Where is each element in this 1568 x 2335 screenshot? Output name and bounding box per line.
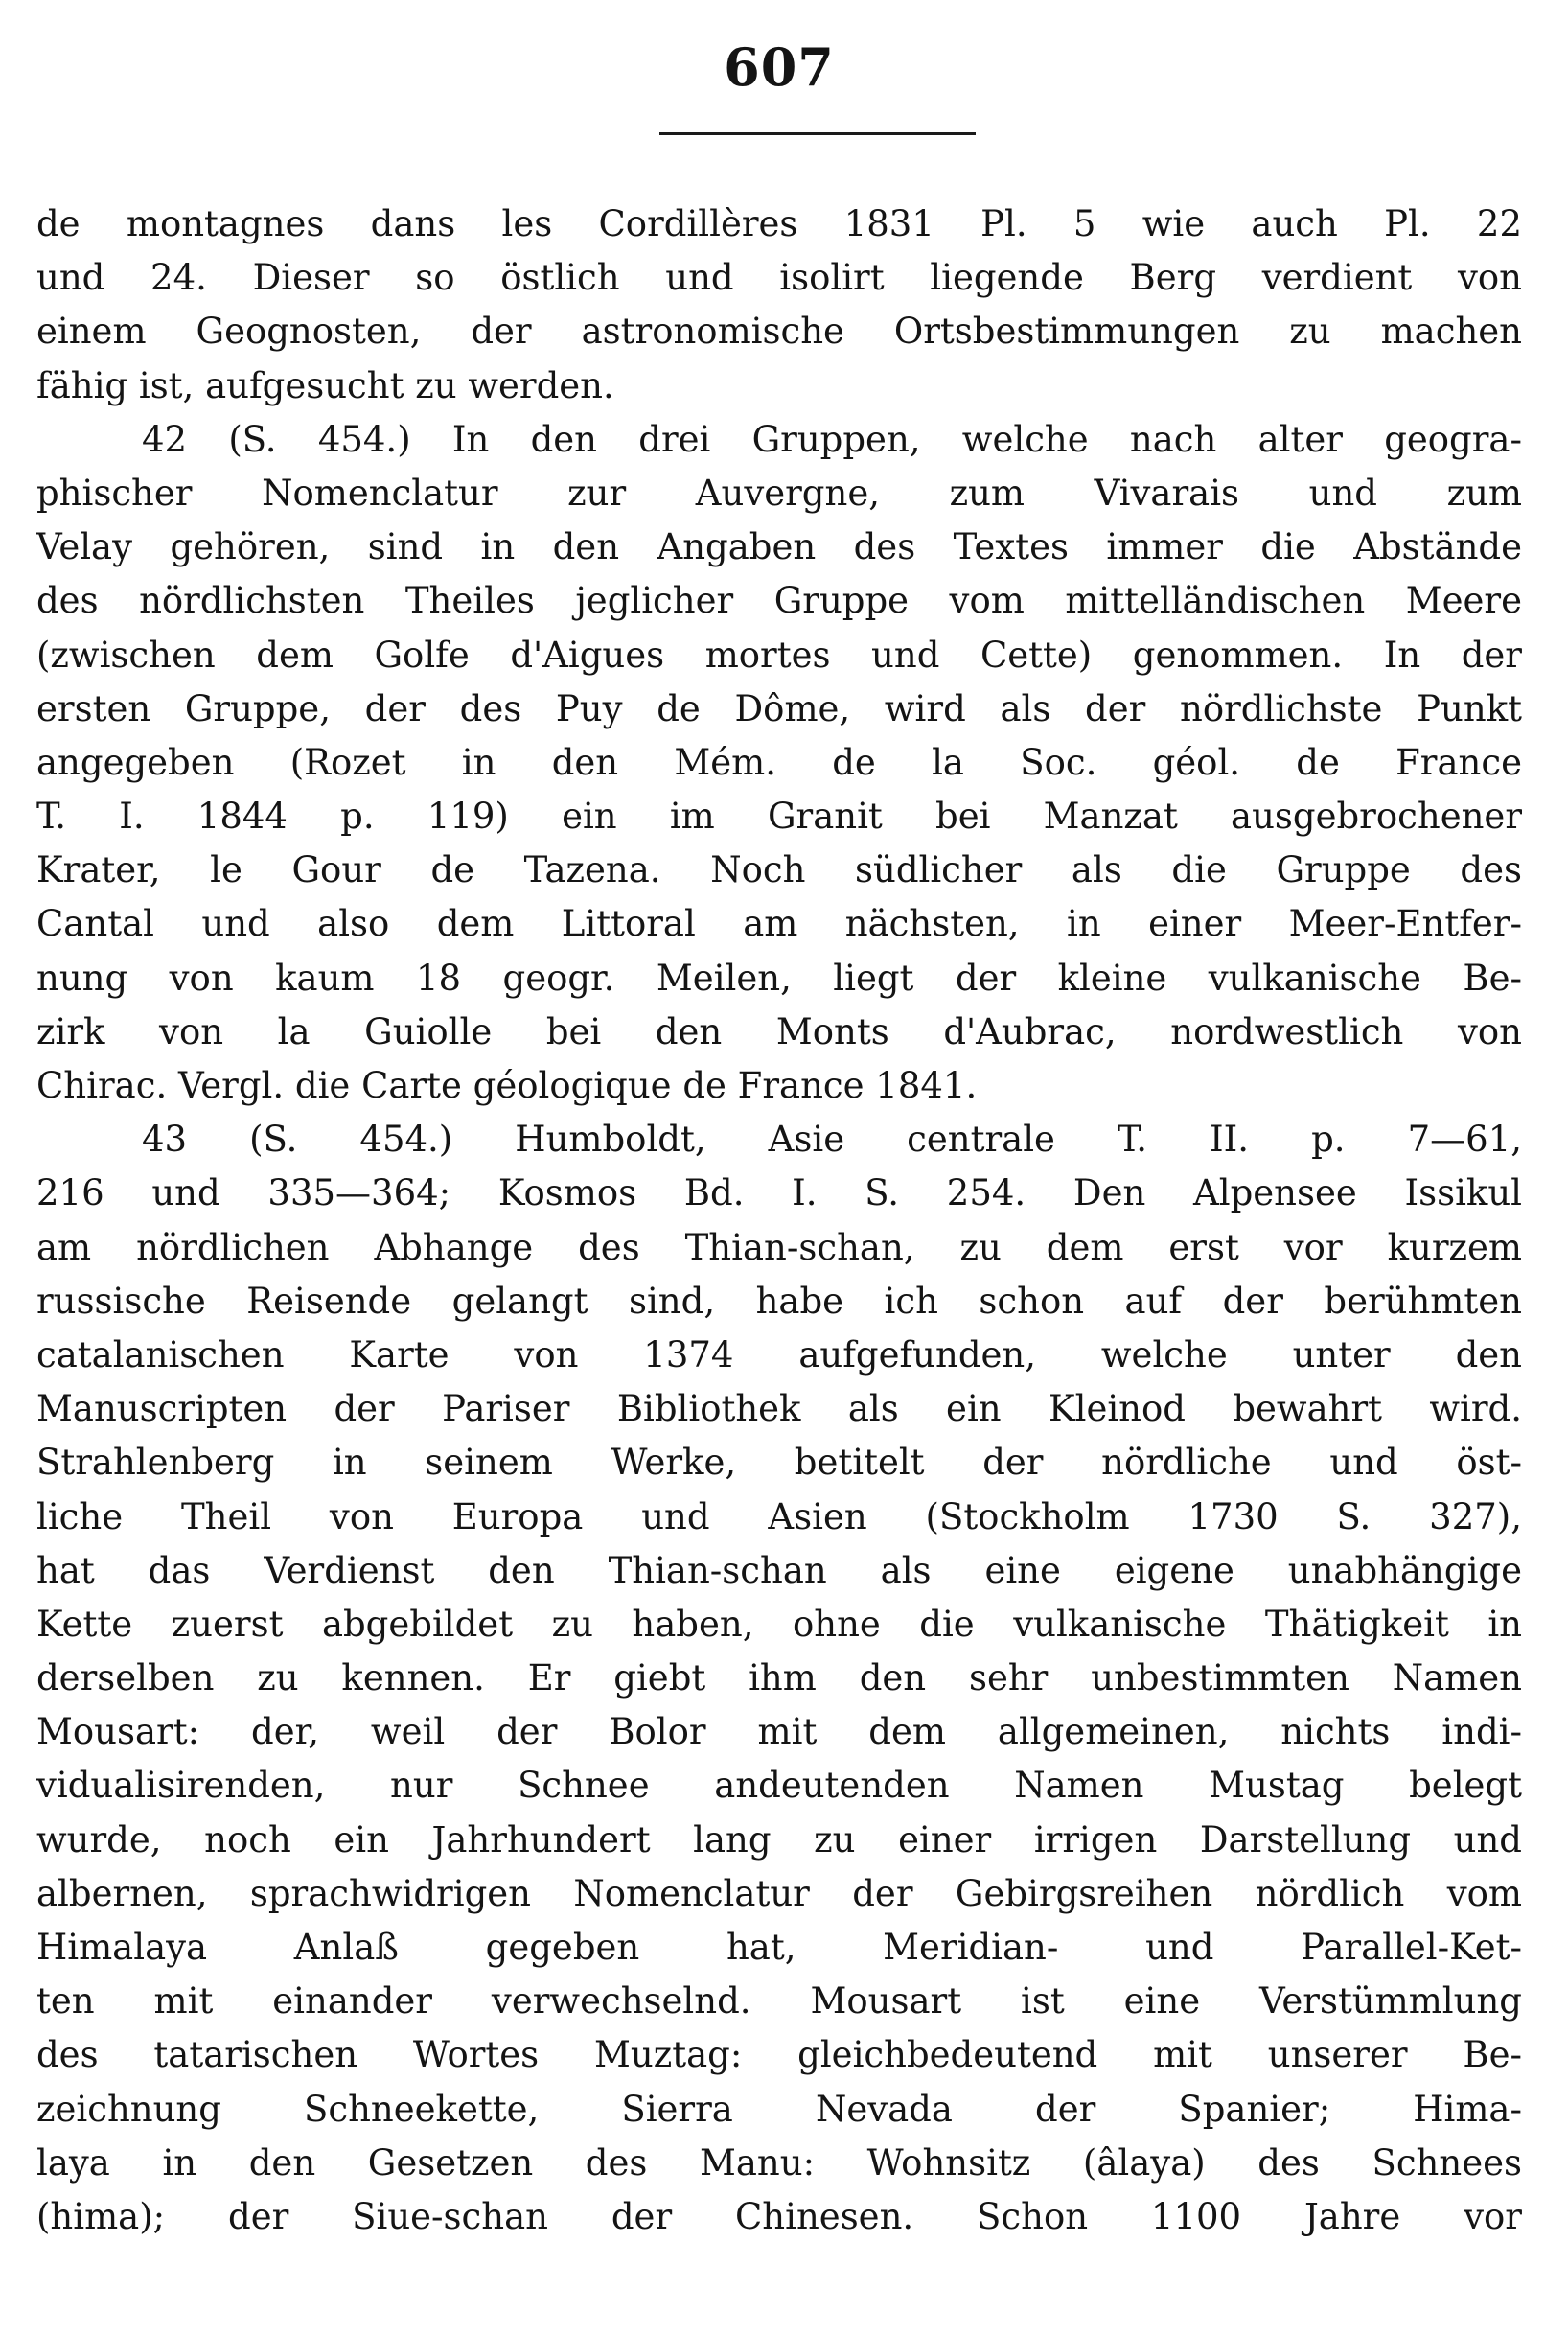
text-line: phischer Nomenclatur zur Auvergne, zum Vivarais und zum xyxy=(36,472,1522,514)
text-line: Krater, le Gour de Tazena. Noch südlicher als die Gruppe des xyxy=(36,849,1522,891)
footnote-42-start: 42 (S. 454.) In den drei Gruppen, welche nach alter geogra- xyxy=(142,418,1522,460)
page-number: 607 xyxy=(724,36,835,98)
text-line: hat das Verdienst den Thian-schan als eine eigene unabhängige xyxy=(36,1549,1522,1591)
book-page xyxy=(36,19,1522,2320)
text-line: fähig ist, aufgesucht zu werden. xyxy=(36,364,614,406)
text-line: 216 und 335—364; Kosmos Bd. I. S. 254. Den Alpensee Issikul xyxy=(36,1172,1522,1214)
text-line: ten mit einander verwechselnd. Mousart ist eine Verstümmlung xyxy=(36,1980,1522,2023)
footnote-43-start: 43 (S. 454.) Humboldt, Asie centrale T. II. p. 7—61, xyxy=(142,1119,1522,1161)
text-line: catalanischen Karte von 1374 aufgefunden, welche unter den xyxy=(36,1333,1522,1376)
text-line: ersten Gruppe, der des Puy de Dôme, wird als der nördlichste Punkt xyxy=(36,687,1522,729)
text-line: Mousart: der, weil der Bolor mit dem allgemeinen, nichts indi- xyxy=(36,1711,1522,1753)
text-line: einem Geognosten, der astronomische Ortsbestimmungen zu machen xyxy=(36,311,1522,353)
text-line: Velay gehören, sind in den Angaben des Textes immer die Abstände xyxy=(36,526,1522,568)
text-line: Cantal und also dem Littoral am nächsten, in einer Meer-Entfer- xyxy=(36,903,1522,945)
text-line: Chirac. Vergl. die Carte géologique de France 1841. xyxy=(36,1065,978,1106)
text-line: des tatarischen Wortes Muztag: gleichbedeutend mit unserer Be- xyxy=(36,2034,1522,2076)
text-line: zeichnung Schneekette, Sierra Nevada der Spanier; Hima- xyxy=(36,2088,1522,2130)
text-line: am nördlichen Abhange des Thian-schan, zu dem erst vor kurzem xyxy=(36,1226,1522,1268)
text-line: laya in den Gesetzen des Manu: Wohnsitz (âlaya) des Schnees xyxy=(36,2141,1522,2184)
text-line: (hima); der Siue-schan der Chinesen. Schon 1100 Jahre vor xyxy=(36,2195,1522,2237)
text-line: de montagnes dans les Cordillères 1831 Pl. 5 wie auch Pl. 22 xyxy=(36,203,1522,244)
text-line: und 24. Dieser so östlich und isolirt liegende Berg verdient von xyxy=(36,257,1522,299)
text-line: zirk von la Guiolle bei den Monts d'Aubrac, nordwestlich von xyxy=(36,1010,1522,1052)
text-line: Manuscripten der Pariser Bibliothek als ein Kleinod bewahrt wird. xyxy=(36,1388,1522,1430)
text-line: Kette zuerst abgebildet zu haben, ohne die vulkanische Thätigkeit in xyxy=(36,1603,1522,1645)
text-line: T. I. 1844 p. 119) ein im Granit bei Manzat ausgebrochener xyxy=(36,796,1522,838)
text-line: Himalaya Anlaß gegeben hat, Meridian- und Parallel-Ket- xyxy=(36,1927,1522,1968)
text-line: derselben zu kennen. Er giebt ihm den sehr unbestimmten Namen xyxy=(36,1657,1522,1699)
text-line: des nördlichsten Theiles jeglicher Gruppe vom mittelländischen Meere xyxy=(36,580,1522,622)
body-text xyxy=(36,197,1522,2244)
text-line: vidualisirenden, nur Schnee andeutenden Namen Mustag belegt xyxy=(36,1765,1522,1807)
header-rule xyxy=(659,132,976,135)
text-line: albernen, sprachwidrigen Nomenclatur der Gebirgsreihen nördlich vom xyxy=(36,1872,1522,1914)
text-line: wurde, noch ein Jahrhundert lang zu einer irrigen Darstellung und xyxy=(36,1818,1522,1861)
text-line: liche Theil von Europa und Asien (Stockholm 1730 S. 327), xyxy=(36,1495,1522,1537)
text-line: angegeben (Rozet in den Mém. de la Soc. géol. de France xyxy=(36,741,1522,783)
text-line: Strahlenberg in seinem Werke, betitelt der nördliche und öst- xyxy=(36,1442,1522,1484)
text-line: nung von kaum 18 geogr. Meilen, liegt der kleine vulkanische Be- xyxy=(36,957,1522,999)
text-line: russische Reisende gelangt sind, habe ich schon auf der berühmten xyxy=(36,1280,1522,1322)
text-line: (zwischen dem Golfe d'Aigues mortes und Cette) genommen. In der xyxy=(36,634,1522,676)
